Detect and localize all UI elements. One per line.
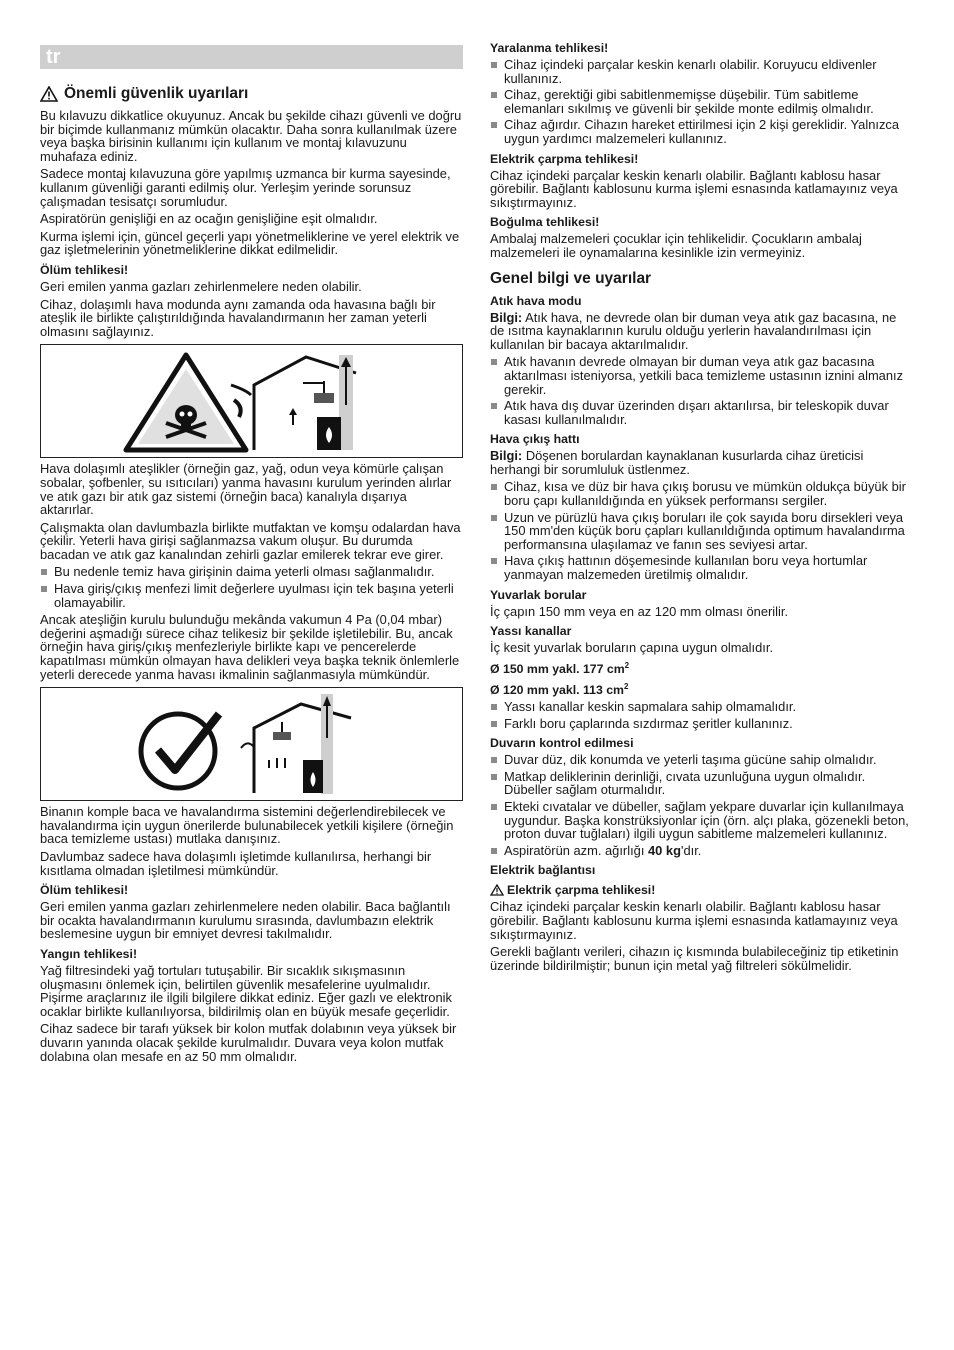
list-item: Hava çıkış hattının döşemesinde kullanılan boru veya hortumlar yanmayan malzemeden üretilmiş olmalıdır. (490, 554, 914, 581)
flat-list (490, 700, 914, 730)
outlet-list (490, 480, 914, 581)
info-label: Bilgi: (490, 309, 523, 325)
fire-para-2: Cihaz sadece bir tarafı yüksek bir kolon mutfak dolabının veya yüksek bir duvarın yanında olacak şekilde kurulmalıdır. Duvara veya kolon mutfak dolabına olan mesafe en az 50 mm olmalıdır. (40, 1021, 457, 1064)
suffocation-para: Ambalaj malzemeleri çocuklar için tehlikelidir. Çocukların ambalaj malzemeleri ile oynamalarına kesinlikle izin vermeyiniz. (490, 231, 862, 260)
death1-para-2: Cihaz, dolaşımlı hava modunda aynı zamanda oda havasına bağlı bir ateşlik ile birlikte çalıştırıldığında havalandırmanın her zaman yeterli olmasını sağlayınız. (40, 296, 436, 339)
round-heading: Yuvarlak borular (490, 587, 587, 602)
flat-heading: Yassı kanallar (490, 624, 572, 639)
after-fig1-para-2: Çalışmakta olan davlumbazla birlikte mutfaktan ve komşu odalardan hava çekilir. Yeterli hava girişi sağlanmazsa vakum oluşur. Bu durumda bacadan ve atık gaz kanalından zehirli gazlar emilerek tekrar eve girer. (40, 519, 461, 562)
intro-para-4: Kurma işlemi için, güncel geçerli yapı yönetmeliklerine ve yerel elektrik ve gaz işletmelerinin yönetmeliklerine dikkat edilmelidir. (40, 228, 460, 258)
left-column (40, 45, 463, 1067)
after-fig1-para-1: Hava dolaşımlı ateşlikler (örneğin gaz, yağ, odun veya kömürle çalışan sobalar, şofbenler, su ısıtıcıları) yanma havasını kurulum yerinden alırlar ve atık gazı bir atık gaz sistemi (örneğin baca) kanalıyla dışarıya aktarırlar. (40, 461, 452, 518)
death-heading-1: Ölüm tehlikesi! (40, 262, 129, 277)
injury-heading: Yaralanma tehlikesi! (490, 41, 609, 55)
flat-dim-1: Ø 150 mm yakl. 177 $cm^2$ (490, 660, 630, 676)
list-item: Farklı boru çaplarında sızdırmaz şeritler kullanınız. (490, 717, 914, 731)
electric-para-1: Cihaz içindeki parçalar keskin kenarlı olabilir. Bağlantı kablosu hasar görebilir. Bağlantı kablosunu kurma işlemi esnasında katlamayınız veya sıkıştırmayınız. (490, 899, 898, 942)
injury-list (490, 58, 914, 146)
list-item: Bu nedenle temiz hava girişinin daima yeterli olması sağlanmalıdır. (40, 565, 463, 579)
bullet-list-1 (40, 565, 463, 609)
intro-para-2: Sadece montaj kılavuzuna göre yapılmış uzmanca bir kurma sayesinde, kullanım güvenliği garanti edilmiş olur. Yerleşim yerinde sorunsuz çalışmadan tesisatçı sorumludur. (40, 166, 451, 209)
outlet-info (490, 449, 914, 476)
outlet-heading: Hava çıkış hattı (490, 432, 580, 447)
general-title: Genel bilgi ve uyarılar (490, 269, 652, 287)
title-text: Önemli güvenlik uyarıları (64, 85, 249, 102)
flat-para: İç kesit yuvarlak boruların çapına uygun olmalıdır. (490, 640, 774, 656)
suffocation-heading: Boğulma tehlikesi! (490, 215, 600, 230)
wall-list (490, 753, 914, 857)
info-text: Atık hava, ne devrede olan bir duman veya atık gaz bacasına, ne de ısıtma kaynaklarının kurulu olduğu yerlerin havalandırılması için kullanılan bir bacaya aktarılmalıdır. (490, 309, 897, 352)
page-title (40, 85, 463, 103)
death-heading-2: Ölüm tehlikesi! (40, 883, 129, 898)
language-tag: tr (46, 46, 61, 68)
list-item: Cihaz, gerektiği gibi sabitlenmemişse düşebilir. Tüm sabitleme elemanları sıkılmış ve güvenli bir şekilde monte edilmiş olmalıdır. (490, 88, 914, 115)
list-item: Duvar düz, dik konumda ve yeterli taşıma gücüne sahip olmalıdır. (490, 753, 914, 767)
info-label: Bilgi: (490, 448, 523, 464)
death2-para: Geri emilen yanma gazları zehirlenmelere neden olabilir. Baca bağlantılı bir ocakta havalandırmanın kurulumu sırasında, davlumbazın elektrik beslemesine uygun bir emniyet devresi takılmalıdır. (40, 899, 451, 942)
intro-para-3: Aspiratörün genişliği en az ocağın genişliğine eşit olmalıdır. (40, 211, 378, 227)
list-item: Hava giriş/çıkış menfezi limit değerlere uyulması için tek başına yeterli olamayabilir. (40, 582, 463, 609)
exhaust-list (490, 355, 914, 426)
weight-item: Aspiratörün azm. ağırlığı 40 kg'dır. (490, 844, 914, 858)
house-airflow-diagram (241, 694, 351, 794)
right-column (490, 41, 914, 976)
round-para: İç çapın 150 mm veya en az 120 mm olması önerilir. (490, 603, 789, 619)
list-item: Cihaz ağırdır. Cihazın hareket ettirilmesi için 2 kişi gereklidir. Yalnızca uygun yardımcı malzemeleri kullanınız. (490, 118, 914, 145)
electric-heading: Elektrik bağlantısı (490, 863, 596, 878)
exhaust-info (490, 311, 914, 352)
death1-para-1: Geri emilen yanma gazları zehirlenmelere neden olabilir. (40, 278, 362, 294)
list-item: Cihaz, kısa ve düz bir hava çıkış borusu ve mümkün oldukça büyük bir boru çapı kullanıldığında en yüksek performansı sergiler. (490, 480, 914, 507)
after-fig2-para-1: Binanın komple baca ve havalandırma sistemini değerlendirebilecek ve havalandırma için uygun önerilerde bulunabilecek yetkili kişilere (örneğin baca temizleme ustası) mutlaka danışınız. (40, 804, 454, 847)
figure-warning-chimney (40, 344, 463, 458)
warning-icon (40, 86, 58, 102)
wall-heading: Duvarın kontrol edilmesi (490, 736, 634, 751)
checkmark-icon (141, 714, 219, 788)
vacuum-para: Ancak ateşliğin kurulu bulunduğu mekânda vakumun 4 Pa (0,04 mbar) değerini aşmadığı sürece cihaz telikesiz bir şekilde işletilebilir. Bu, ancak örneğin hava giriş/çıkış menfezleriyle birlikte kapı ve pencerelerde kapatılması mümkün olmayan hava delikleri veya başka teknik önlemlerle yeterli derecede yanma havası ikmalinin sağlanmasıyla mümkündür. (40, 612, 460, 682)
list-item: Atık havanın devrede olmayan bir duman veya atık gaz bacasına aktarılması isteniyorsa, yetkili baca temizleme ustasının iznini almanız gerekir. (490, 355, 914, 396)
info-text: Döşenen borulardan kaynaklanan kusurlarda cihaz üreticisi herhangi bir sorumluluk üstlenmez. (490, 448, 864, 477)
electric-para-2: Gerekli bağlantı verileri, cihazın iç kısmında bulabileceğiniz tip etiketinin üzerinde bildirilmiştir; bunun için metal yağ filtreleri sökülmelidir. (490, 944, 899, 973)
warning-icon (490, 884, 504, 896)
exhaust-heading: Atık hava modu (490, 293, 582, 308)
skull-warning-icon (126, 355, 246, 450)
language-bar (40, 45, 463, 69)
shock-heading: Elektrik çarpma tehlikesi! (490, 151, 639, 166)
list-item: Ekteki cıvatalar ve dübeller, sağlam yekpare duvarlar için kullanılmaya uygundur. Başka konstrüksiyonlar için (örn. alçı plaka, gözenekli beton, proton duvar tuğlaları) ilgili uygun sabitleme malzemeleri kullanınız. (490, 800, 914, 841)
list-item: Cihaz içindeki parçalar keskin kenarlı olabilir. Koruyucu eldivenler kullanınız. (490, 58, 914, 85)
shock-para: Cihaz içindeki parçalar keskin kenarlı olabilir. Bağlantı kablosu hasar görebilir. Bağlantı kablosunu kurma işlemi esnasında katlamayınız veya sıkıştırmayınız. (490, 167, 898, 210)
intro-para-1: Bu kılavuzu dikkatlice okuyunuz. Ancak bu şekilde cihazı güvenli ve doğru bir biçimde kullanmanız mümkün olacaktır. Daha sonra kullanılmak üzere veya başka birisinin kullanımı için kullanım ve montaj kılavuzunu muhafaza ediniz. (40, 108, 462, 164)
list-item: Yassı kanallar keskin sapmalara sahip olmamalıdır. (490, 700, 914, 714)
fire-heading: Yangın tehlikesi! (40, 946, 138, 961)
after-fig2-para-2: Davlumbaz sadece hava dolaşımlı işletimde kullanılırsa, herhangi bir kısıtlama olmadan işletilmesi mümkündür. (40, 849, 432, 878)
flat-dim-2: Ø 120 mm yakl. 113 $cm^2$ (490, 681, 629, 697)
list-item: Matkap deliklerinin derinliği, cıvata uzunluğuna uygun olmalıdır. Dübeller sağlam oturmalıdır. (490, 770, 914, 797)
electric-warning-heading: Elektrik çarpma tehlikesi! (490, 883, 914, 897)
figure-ok-chimney (40, 687, 463, 801)
list-item: Uzun ve pürüzlü hava çıkış boruları ile çok sayıda boru dirsekleri veya 150 mm'den küçük boru çapları kullanıldığında optimum havalandırma performansına ulaşılamaz ve fanın ses seviyesi artar. (490, 511, 914, 552)
fire-para-1: Yağ filtresindeki yağ tortuları tutuşabilir. Bir sıcaklık sıkışmasının oluşmasını önlemek için, belirtilen güvenlik mesafelerine uyulmalıdır. Pişirme araçlarınız ile ilgili bilgilere dikkat ediniz. Eğer gazlı ve elektronik ocaklar birlikte kullanılıyorsa, bildirilmiş olan en büyük mesafe geçerlidir. (40, 962, 452, 1019)
list-item: Atık hava dış duvar üzerinden dışarı aktarılırsa, bir teleskopik duvar kasası kullanılmalıdır. (490, 399, 914, 426)
house-chimney-diagram (231, 355, 356, 450)
